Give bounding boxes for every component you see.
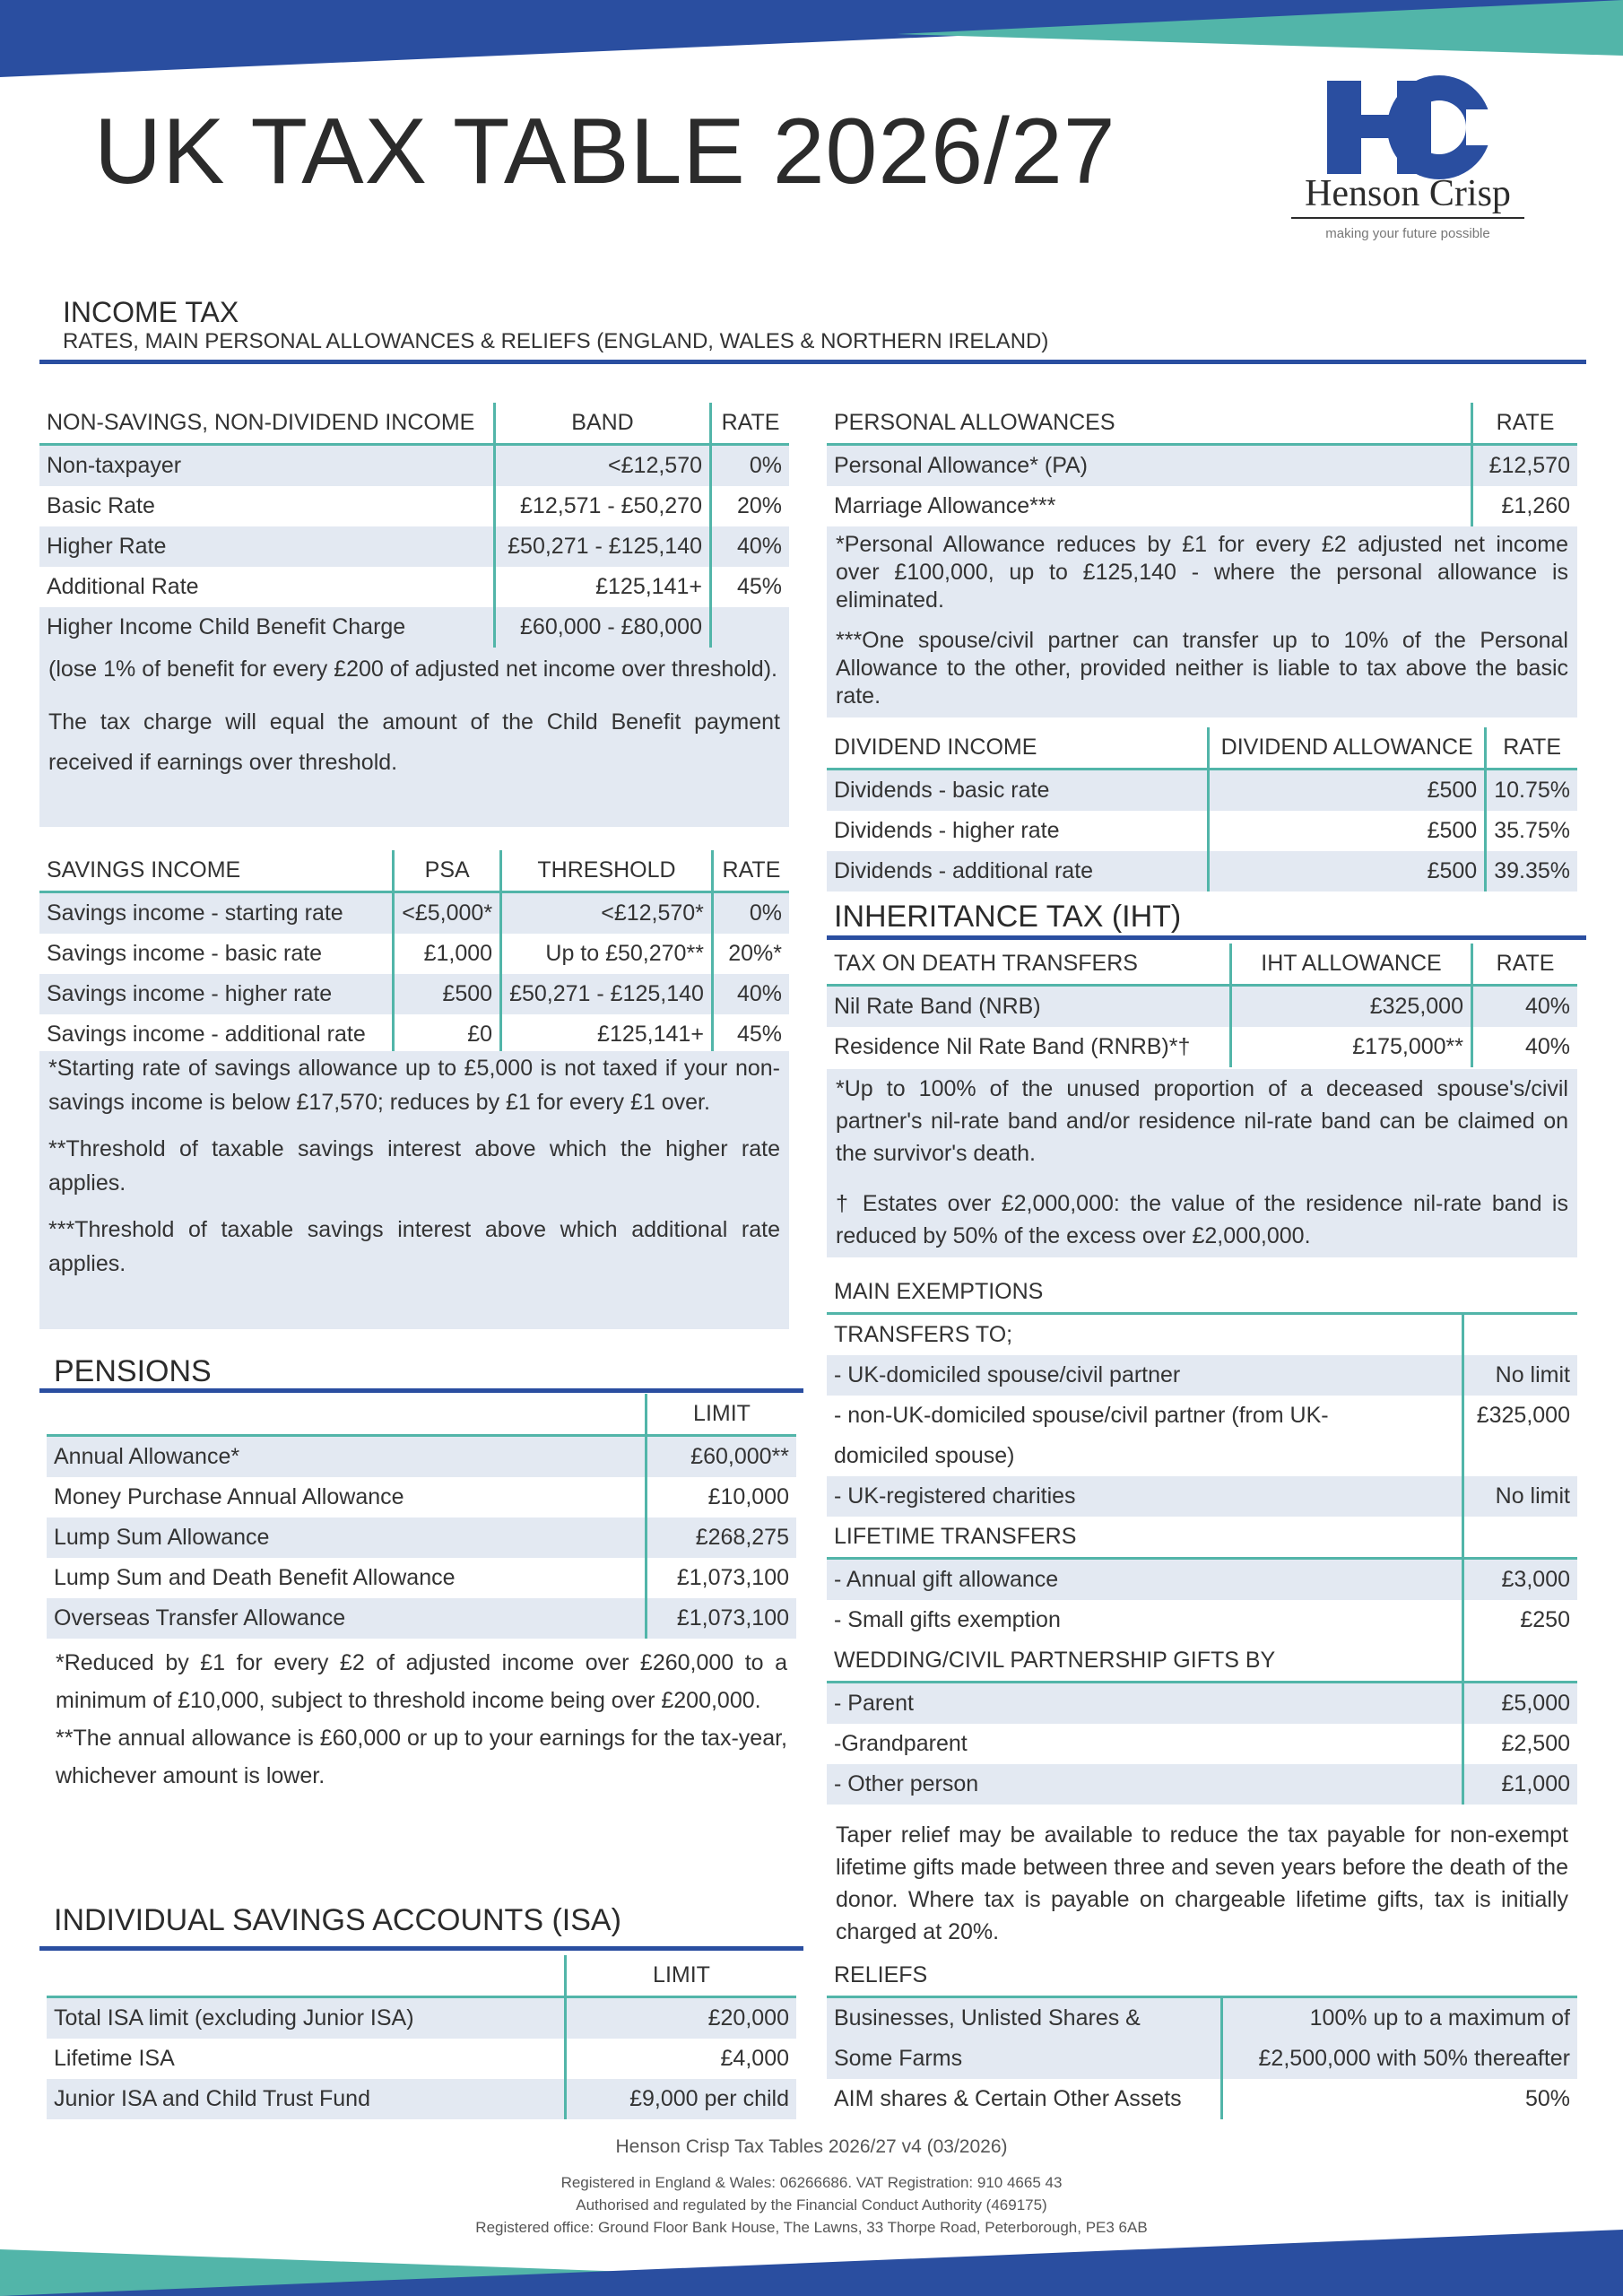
col-header: THRESHOLD bbox=[501, 850, 713, 892]
table-row: domiciled spouse) bbox=[827, 1436, 1577, 1476]
table-row: - UK-domiciled spouse/civil partner No limit bbox=[827, 1355, 1577, 1396]
iht-table bbox=[827, 944, 1577, 1067]
top-banner bbox=[0, 0, 1623, 81]
table-row: Lifetime ISA £4,000 bbox=[47, 2039, 796, 2079]
iht-heading: INHERITANCE TAX (IHT) bbox=[834, 900, 1182, 934]
footer-line: Authorised and regulated by the Financial Conduct Authority (469175) bbox=[576, 2196, 1047, 2213]
pensions-heading: PENSIONS bbox=[54, 1354, 212, 1388]
table-row: Higher Rate £50,271 - £125,140 40% bbox=[39, 526, 789, 567]
table-row: - UK-registered charities No limit bbox=[827, 1476, 1577, 1517]
table-row: Residence Nil Rate Band (RNRB)*† £175,000** 40% bbox=[827, 1027, 1577, 1067]
table-row: Basic Rate £12,571 - £50,270 20% bbox=[39, 486, 789, 526]
brand-logo bbox=[1291, 72, 1524, 251]
col-header: DIVIDEND ALLOWANCE bbox=[1209, 727, 1486, 770]
note-text: **Threshold of taxable savings interest above which the higher rate applies. bbox=[48, 1136, 780, 1196]
table-row: LIFETIME TRANSFERS bbox=[827, 1517, 1577, 1559]
col-header: RATE bbox=[1486, 727, 1577, 770]
table-row: Nil Rate Band (NRB) £325,000 40% bbox=[827, 986, 1577, 1028]
footer-line: Registered office: Ground Floor Bank House, The Lawns, 33 Thorpe Road, Peterborough, PE3 6AB bbox=[475, 2219, 1148, 2236]
dividend-income-table bbox=[827, 727, 1577, 891]
table-row: Personal Allowance* (PA) £12,570 bbox=[827, 445, 1577, 487]
note-text: *Up to 100% of the unused proportion of a deceased spouse's/civil partner's nil-rate band and/or residence nil-rate band can be claimed on the survivor's death. bbox=[836, 1076, 1568, 1166]
non-savings-table bbox=[39, 403, 789, 648]
col-header: TAX ON DEATH TRANSFERS bbox=[827, 944, 1231, 986]
table-row: Savings income - higher rate £500 £50,271 - £125,140 40% bbox=[39, 974, 789, 1014]
savings-notes bbox=[39, 1051, 789, 1329]
note-text: † Estates over £2,000,000: the value of the residence nil-rate band is reduced by 50% of the excess over £2,000,000. bbox=[836, 1191, 1568, 1248]
col-header: RATE bbox=[711, 403, 790, 445]
table-row: Lump Sum and Death Benefit Allowance £1,073,100 bbox=[47, 1558, 796, 1598]
note-text: *Reduced by £1 for every £2 of adjusted income over £260,000 to a minimum of £10,000, subject to threshold income being over £200,000. bbox=[56, 1650, 787, 1713]
col-header: RATE bbox=[1472, 944, 1578, 986]
col-header: BAND bbox=[495, 403, 711, 445]
savings-income-table bbox=[39, 850, 789, 1055]
table-row: TRANSFERS TO; bbox=[827, 1314, 1577, 1356]
col-header: RELIEFS bbox=[827, 1955, 1577, 1997]
table-row: Additional Rate £125,141+ 45% bbox=[39, 567, 789, 607]
footer-line: Registered in England & Wales: 06266686. VAT Registration: 910 4665 43 bbox=[560, 2174, 1063, 2191]
table-row: -Grandparent £2,500 bbox=[827, 1724, 1577, 1764]
reliefs-table bbox=[827, 1955, 1577, 2119]
child-benefit-notes bbox=[39, 648, 789, 827]
col-header: LIMIT bbox=[647, 1394, 797, 1436]
col-header bbox=[47, 1394, 647, 1436]
income-tax-rule bbox=[39, 360, 1586, 364]
isa-table bbox=[47, 1955, 796, 2119]
col-header: MAIN EXEMPTIONS bbox=[827, 1272, 1577, 1314]
col-header: LIMIT bbox=[566, 1955, 797, 1997]
table-row: - Small gifts exemption £250 bbox=[827, 1600, 1577, 1640]
note-text: *Personal Allowance reduces by £1 for every £2 adjusted net income over £100,000, up to £125,140 - where the personal allowance is eliminated. bbox=[836, 532, 1568, 613]
table-row: Savings income - additional rate £0 £125,141+ 45% bbox=[39, 1014, 789, 1055]
col-header: PSA bbox=[394, 850, 501, 892]
pensions-notes bbox=[47, 1644, 796, 1795]
col-header: RATE bbox=[1472, 403, 1578, 445]
isa-rule bbox=[39, 1946, 803, 1951]
table-row: Dividends - additional rate £500 39.35% bbox=[827, 851, 1577, 891]
note-text: (lose 1% of benefit for every £200 of adjusted net income over threshold). bbox=[48, 657, 777, 682]
table-row: - Annual gift allowance £3,000 bbox=[827, 1559, 1577, 1601]
table-row: Dividends - higher rate £500 35.75% bbox=[827, 811, 1577, 851]
hc-monogram-icon bbox=[1291, 72, 1524, 188]
table-row: Overseas Transfer Allowance £1,073,100 bbox=[47, 1598, 796, 1639]
personal-allowance-notes bbox=[827, 526, 1577, 718]
table-row: Higher Income Child Benefit Charge £60,000 - £80,000 bbox=[39, 607, 789, 648]
table-row: WEDDING/CIVIL PARTNERSHIP GIFTS BY bbox=[827, 1640, 1577, 1683]
income-tax-subheading: RATES, MAIN PERSONAL ALLOWANCES & RELIEFS (ENGLAND, WALES & NORTHERN IRELAND) bbox=[63, 329, 1049, 353]
col-header: NON-SAVINGS, NON-DIVIDEND INCOME bbox=[39, 403, 495, 445]
table-row: Money Purchase Annual Allowance £10,000 bbox=[47, 1477, 796, 1518]
table-row: Dividends - basic rate £500 10.75% bbox=[827, 770, 1577, 812]
table-row: AIM shares & Certain Other Assets 50% bbox=[827, 2079, 1577, 2119]
footer-version: Henson Crisp Tax Tables 2026/27 v4 (03/2026) bbox=[615, 2136, 1008, 2157]
brand-tagline: making your future possible bbox=[1325, 226, 1490, 241]
iht-notes bbox=[827, 1069, 1577, 1257]
income-tax-heading: INCOME TAX bbox=[63, 296, 239, 328]
table-row: Lump Sum Allowance £268,275 bbox=[47, 1518, 796, 1558]
table-row: Businesses, Unlisted Shares & 100% up to a maximum of bbox=[827, 1997, 1577, 2039]
col-header: PERSONAL ALLOWANCES bbox=[827, 403, 1472, 445]
brand-name: Henson Crisp bbox=[1305, 173, 1511, 214]
table-row: Some Farms £2,500,000 with 50% thereafter bbox=[827, 2039, 1577, 2079]
table-row: Savings income - starting rate <£5,000* <£12,570* 0% bbox=[39, 892, 789, 935]
table-row: Annual Allowance* £60,000** bbox=[47, 1436, 796, 1478]
iht-rule bbox=[827, 935, 1586, 940]
pensions-rule bbox=[39, 1388, 803, 1393]
note-text: The tax charge will equal the amount of the Child Benefit payment received if earnings over threshold. bbox=[48, 709, 780, 775]
table-row: Total ISA limit (excluding Junior ISA) £20,000 bbox=[47, 1997, 796, 2039]
note-text: ***One spouse/civil partner can transfer up to 10% of the Personal Allowance to the other, provided neither is liable to tax above the basic rate. bbox=[836, 628, 1568, 709]
page-title: UK TAX TABLE 2026/27 bbox=[94, 100, 1116, 204]
table-row: - Other person £1,000 bbox=[827, 1764, 1577, 1805]
note-text: **The annual allowance is £60,000 or up to your earnings for the tax-year, whichever amount is lower. bbox=[56, 1726, 787, 1788]
taper-relief-note: Taper relief may be available to reduce the tax payable for non-exempt lifetime gifts made between three and seven years before the death of the donor. Where tax is payable on chargeable lifetime gifts, tax is initially charged at 20%. bbox=[836, 1822, 1568, 1944]
table-row: - non-UK-domiciled spouse/civil partner (from UK- £325,000 bbox=[827, 1396, 1577, 1436]
table-row: Non-taxpayer <£12,570 0% bbox=[39, 445, 789, 487]
isa-heading: INDIVIDUAL SAVINGS ACCOUNTS (ISA) bbox=[54, 1903, 621, 1937]
table-row: Junior ISA and Child Trust Fund £9,000 per child bbox=[47, 2079, 796, 2119]
col-header bbox=[47, 1955, 566, 1997]
col-header: IHT ALLOWANCE bbox=[1231, 944, 1472, 986]
table-row: Savings income - basic rate £1,000 Up to £50,270** 20%* bbox=[39, 934, 789, 974]
bottom-banner bbox=[0, 2224, 1623, 2296]
note-text: *Starting rate of savings allowance up to £5,000 is not taxed if your non-savings income is below £17,570; reduces by £1 for every £1 over. bbox=[48, 1056, 780, 1115]
col-header: SAVINGS INCOME bbox=[39, 850, 394, 892]
note-text: ***Threshold of taxable savings interest above which additional rate applies. bbox=[48, 1217, 780, 1276]
col-header: RATE bbox=[712, 850, 789, 892]
main-exemptions-table bbox=[827, 1272, 1577, 1805]
personal-allowances-table bbox=[827, 403, 1577, 526]
col-header: DIVIDEND INCOME bbox=[827, 727, 1209, 770]
table-row: Marriage Allowance*** £1,260 bbox=[827, 486, 1577, 526]
pensions-table bbox=[47, 1394, 796, 1639]
table-row: - Parent £5,000 bbox=[827, 1683, 1577, 1725]
